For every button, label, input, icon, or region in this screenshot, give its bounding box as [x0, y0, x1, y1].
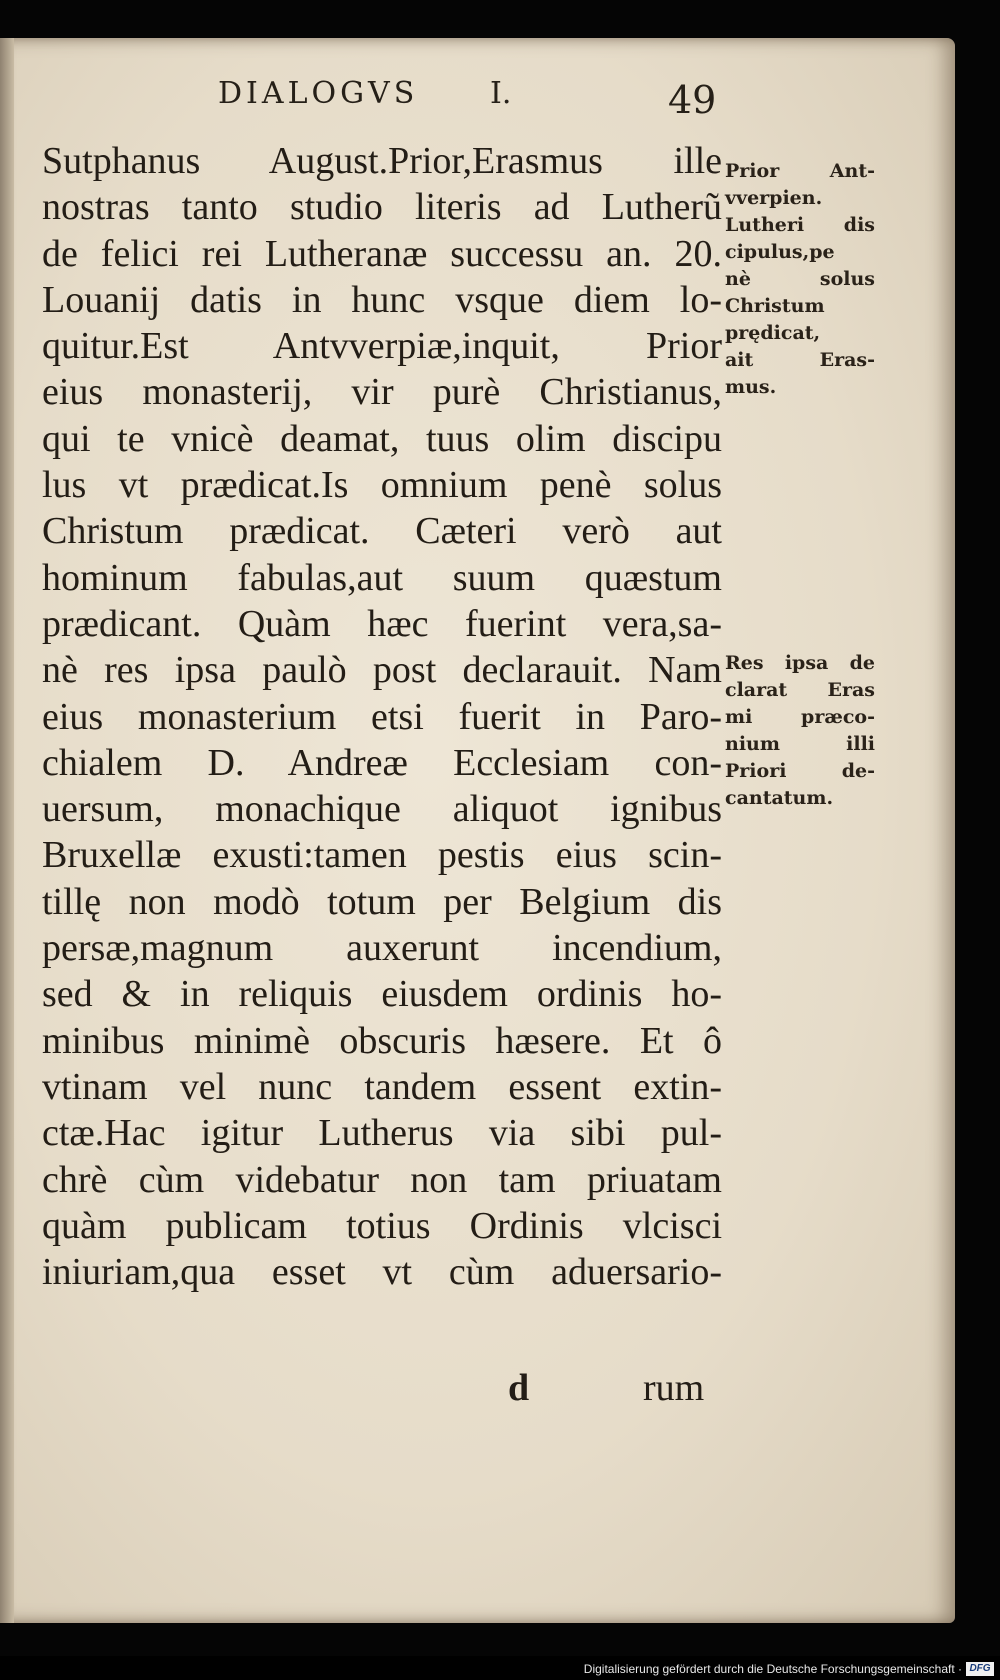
running-head [0, 76, 955, 136]
marginal-note-line: nium illi [725, 733, 875, 755]
marginal-note-1 [725, 158, 875, 401]
text-line: persæ,magnum auxerunt incendium, [42, 927, 722, 970]
marginal-note-line: Prior Ant- [725, 160, 875, 182]
marginal-note-line: mus. [725, 376, 777, 398]
marginal-note-line: Priori de- [725, 760, 875, 782]
main-text-block [42, 138, 722, 1295]
text-line: chialem D. Andreæ Ecclesiam con- [42, 741, 722, 784]
catchline [0, 1366, 955, 1416]
text-line: lus vt prædicat.Is omnium penè solus [42, 464, 722, 507]
marginal-note-line: clarat Eras [725, 679, 875, 701]
text-line: nostras tanto studio literis ad Lutherũ [42, 186, 722, 229]
text-line: sed & in reliquis eiusdem ordinis ho- [42, 973, 722, 1016]
marginal-note-line: cantatum. [725, 787, 834, 809]
page-number: 49 [668, 78, 717, 122]
marginal-note-2 [725, 650, 875, 812]
text-line: eius monasterium etsi fuerit in Paro- [42, 695, 722, 738]
marginal-note-line: ait Eras- [725, 349, 875, 371]
marginal-note-line: Christum [725, 295, 825, 317]
text-line: hominum fabulas,aut suum quæstum [42, 556, 722, 599]
text-line: Bruxellæ exusti:tamen pestis eius scin- [42, 834, 722, 877]
text-line: nè res ipsa paulò post declarauit. Nam [42, 649, 722, 692]
text-line: vtinam vel nunc tandem essent extin- [42, 1065, 722, 1108]
text-line: chrè cùm videbatur non tam priuatam [42, 1158, 722, 1201]
running-head-dialogue-number: I. [490, 76, 512, 111]
text-line: quàm publicam totius Ordinis vlcisci [42, 1204, 722, 1247]
marginal-note-line: nè solus [725, 268, 875, 290]
dfg-logo: DFG [966, 1662, 994, 1676]
text-line: uersum, monachique aliquot ignibus [42, 788, 722, 831]
running-head-title: DIALOGVS [218, 76, 419, 111]
text-line: prædicant. Quàm hæc fuerint vera,sa- [42, 602, 722, 645]
text-line: eius monasterij, vir purè Christianus, [42, 371, 722, 414]
marginal-note-line: vverpien. [725, 187, 823, 209]
text-line: minibus minimè obscuris hæsere. Et ô [42, 1019, 722, 1062]
marginal-note-line: mi præco- [725, 706, 875, 728]
footer-bar [0, 1656, 1000, 1680]
text-line: iniuriam,qua esset vt cùm aduersario- [42, 1251, 722, 1294]
text-line: quitur.Est Antvverpiæ,inquit, Prior [42, 325, 722, 368]
text-line: Sutphanus August.Prior,Erasmus ille [42, 140, 722, 182]
marginal-note-line: prędicat, [725, 322, 821, 344]
text-line: de felici rei Lutheranæ successu an. 20. [42, 232, 722, 275]
signature-mark: d [508, 1367, 530, 1409]
text-line: ctæ.Hac igitur Lutherus via sibi pul- [42, 1112, 722, 1155]
funding-notice: Digitalisierung gefördert durch die Deutsche Forschungsgemeinschaft · [583, 1662, 962, 1676]
marginal-note-line: cipulus,pe [725, 241, 835, 263]
marginal-note-line: Res ipsa de [725, 652, 875, 674]
marginal-note-line: Lutheri dis [725, 214, 875, 236]
text-line: Louanij datis in hunc vsque diem lo- [42, 278, 722, 321]
text-line: Christum prædicat. Cæteri verò aut [42, 510, 722, 553]
catchword: rum [643, 1367, 705, 1409]
text-line: qui te vnicè deamat, tuus olim discipu [42, 417, 722, 460]
text-line: tillę non modò totum per Belgium dis [42, 880, 722, 923]
